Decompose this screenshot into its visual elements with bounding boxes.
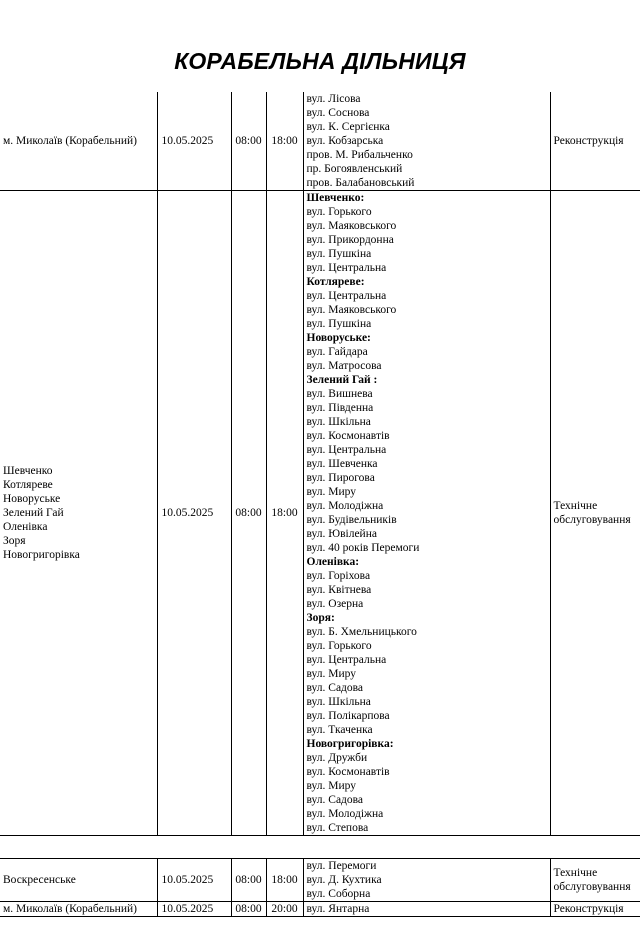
page-title: КОРАБЕЛЬНА ДІЛЬНИЦЯ: [174, 48, 466, 74]
reason-cell: Реконструкція: [550, 92, 640, 191]
street-item: вул. Центральна: [306, 444, 387, 456]
settlement-name: Зелений Гай: [3, 507, 64, 519]
settlement-group-heading: Зелений Гай :: [306, 374, 378, 386]
street-item: вул. Центральна: [306, 654, 387, 666]
schedule-table-continued: [0, 858, 640, 917]
street-item: вул. Шевченка: [306, 458, 378, 470]
street-item: вул. Гайдара: [306, 346, 368, 358]
street-item: вул. Б. Хмельницького: [306, 626, 417, 638]
street-item: вул. Молодіжна: [306, 808, 384, 820]
end-time-cell: 18:00: [266, 191, 303, 836]
schedule-table: [0, 92, 640, 836]
reason-cell: Технічне обслуговування: [550, 859, 640, 902]
street-item: вул. Горького: [306, 206, 372, 218]
start-time-cell: 08:00: [231, 92, 266, 191]
street-item: вул. Янтарна: [306, 903, 370, 915]
street-item: вул. Горького: [306, 640, 372, 652]
table-row: [0, 191, 640, 836]
date-cell: 10.05.2025: [157, 859, 231, 902]
street-item: вул. Молодіжна: [306, 500, 384, 512]
street-item: вул. Озерна: [306, 598, 364, 610]
start-time-cell: 08:00: [231, 859, 266, 902]
street-item: вул. Пушкіна: [306, 248, 372, 260]
street-item: вул. Космонавтів: [306, 430, 390, 442]
settlement-group-heading: Оленівка:: [306, 556, 360, 568]
streets-cell: [303, 92, 550, 191]
table-row: [0, 902, 640, 917]
settlement-name: Новоруське: [3, 493, 61, 505]
street-item: вул. Ткаченка: [306, 724, 373, 736]
street-item: пров. Балабановський: [306, 177, 415, 189]
street-item: вул. Матросова: [306, 360, 382, 372]
end-time-cell: 20:00: [266, 902, 303, 917]
table-row: [0, 859, 640, 902]
settlements-cell: [0, 902, 157, 917]
start-time-cell: 08:00: [231, 191, 266, 836]
settlement-name: Котляреве: [3, 479, 53, 491]
street-item: вул. Садова: [306, 794, 364, 806]
reason-cell: Реконструкція: [550, 902, 640, 917]
street-item: вул. Маяковського: [306, 304, 397, 316]
street-item: вул. Пушкіна: [306, 318, 372, 330]
street-item: вул. Квітнева: [306, 584, 372, 596]
streets-cell: [303, 191, 550, 836]
street-item: вул. Степова: [306, 822, 369, 834]
street-item: вул. Шкільна: [306, 416, 371, 428]
settlement-name: Оленівка: [3, 521, 48, 533]
street-item: вул. Миру: [306, 668, 356, 680]
streets-cell: [303, 902, 550, 917]
street-item: вул. Маяковського: [306, 220, 397, 232]
settlement-group-heading: Котляреве:: [306, 276, 365, 288]
street-item: вул. Кобзарська: [306, 135, 384, 147]
date-cell: 10.05.2025: [157, 191, 231, 836]
street-item: вул. Ювілейна: [306, 528, 377, 540]
settlements-cell: [0, 92, 157, 191]
date-cell: 10.05.2025: [157, 92, 231, 191]
street-item: вул. Пирогова: [306, 472, 375, 484]
street-item: вул. 40 років Перемоги: [306, 542, 420, 554]
end-time-cell: 18:00: [266, 859, 303, 902]
street-item: пров. М. Рибальченко: [306, 149, 413, 161]
street-item: вул. Садова: [306, 682, 364, 694]
settlement-name: Новогригорівка: [3, 549, 80, 561]
street-item: вул. Полікарпова: [306, 710, 390, 722]
settlement-group-heading: Новогригорівка:: [306, 738, 394, 750]
street-item: вул. Прикордонна: [306, 234, 394, 246]
street-item: вул. Центральна: [306, 262, 387, 274]
settlements-cell: [0, 859, 157, 902]
table-row: [0, 92, 640, 191]
street-item: вул. Будівельників: [306, 514, 397, 526]
settlement-name: Шевченко: [3, 465, 53, 477]
settlement-name: м. Миколаїв (Корабельний): [3, 135, 137, 147]
street-item: вул. Лісова: [306, 93, 361, 105]
street-item: вул. Д. Кухтика: [306, 874, 382, 886]
street-item: вул. Соснова: [306, 107, 370, 119]
street-item: вул. Дружби: [306, 752, 368, 764]
street-item: вул. Горіхова: [306, 570, 371, 582]
street-item: вул. Миру: [306, 780, 356, 792]
settlement-name: м. Миколаїв (Корабельний): [3, 903, 137, 915]
date-cell: 10.05.2025: [157, 902, 231, 917]
street-item: вул. Південна: [306, 402, 374, 414]
street-item: вул. Космонавтів: [306, 766, 390, 778]
street-item: пр. Богоявленський: [306, 163, 403, 175]
street-item: вул. К. Сергієнка: [306, 121, 390, 133]
street-item: вул. Шкільна: [306, 696, 371, 708]
settlement-name: Зоря: [3, 535, 26, 547]
settlement-group-heading: Шевченко:: [306, 192, 365, 204]
settlement-name: Воскресенське: [3, 874, 76, 886]
reason-cell: Технічне обслуговування: [550, 191, 640, 836]
street-item: вул. Миру: [306, 486, 356, 498]
settlement-group-heading: Зоря:: [306, 612, 335, 624]
street-item: вул. Центральна: [306, 290, 387, 302]
end-time-cell: 18:00: [266, 92, 303, 191]
street-item: вул. Вишнева: [306, 388, 373, 400]
streets-cell: [303, 859, 550, 902]
start-time-cell: 08:00: [231, 902, 266, 917]
street-item: вул. Перемоги: [306, 860, 377, 872]
street-item: вул. Соборна: [306, 888, 371, 900]
settlements-cell: [0, 191, 157, 836]
settlement-group-heading: Новоруське:: [306, 332, 371, 344]
